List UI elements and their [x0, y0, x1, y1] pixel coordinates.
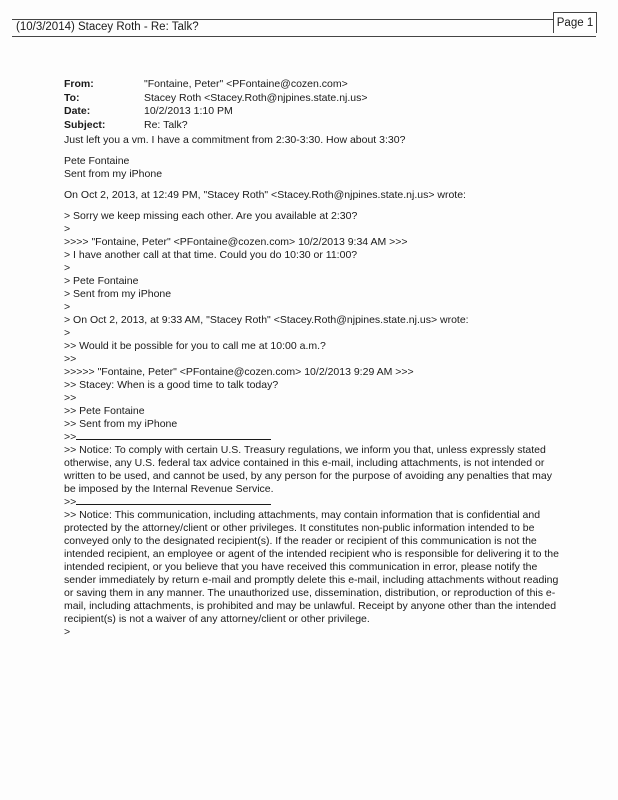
tax-notice: >> Notice: To comply with certain U.S. Treasury regulations, we inform you that, unless expressly stated otherwise, any U.S. federal tax advice contained in this e-mail, including attachments, is not intended or written to be used, and cannot be used, by any person for the purpose of avoiding any penalties that may be imposed by the Internal Revenue Service.	[64, 444, 552, 495]
subject-value: Re: Talk?	[144, 118, 188, 131]
date-value: 10/2/2013 1:10 PM	[144, 105, 233, 117]
quoted-line: >>>>> "Fontaine, Peter" <PFontaine@cozen.com> 10/2/2013 9:29 AM >>>	[64, 366, 414, 378]
quoted-line: >> Would it be possible for you to call me at 10:00 a.m.?	[64, 340, 326, 352]
quoted-line: > I have another call at that time. Could you do 10:30 or 11:00?	[64, 249, 358, 261]
email-body	[64, 134, 584, 639]
quoted-line	[64, 431, 584, 444]
to-value: Stacey Roth <Stacey.Roth@njpines.state.nj.us>	[144, 91, 368, 104]
quoted-line: >> Stacey: When is a good time to talk today?	[64, 379, 279, 391]
to-row	[64, 92, 368, 106]
separator-rule	[76, 431, 271, 440]
body-line: Just left you a vm. I have a commitment from 2:30-3:30. How about 3:30?	[64, 134, 406, 146]
date-row	[64, 105, 368, 119]
quoted-line: >>	[64, 392, 77, 404]
signature-device: Sent from my iPhone	[64, 168, 163, 180]
quoted-line: >	[64, 223, 71, 235]
quoted-line: > On Oct 2, 2013, at 9:33 AM, "Stacey Roth" <Stacey.Roth@njpines.state.nj.us> wrote:	[64, 314, 469, 326]
quoted-line: >	[64, 262, 71, 274]
quoted-line	[64, 496, 584, 509]
quote-marker: >>	[64, 496, 77, 508]
quoted-line: >> Pete Fontaine	[64, 405, 145, 417]
quoted-line: > Sent from my iPhone	[64, 288, 172, 300]
subject-row	[64, 119, 368, 133]
date-label: Date:	[64, 105, 91, 117]
subject-label: Subject:	[64, 118, 106, 131]
email-header-block	[64, 78, 368, 132]
quoted-line: > Sorry we keep missing each other. Are you available at 2:30?	[64, 210, 358, 222]
quoted-line: >> Sent from my iPhone	[64, 418, 178, 430]
quote-marker: >>	[64, 431, 77, 443]
confidentiality-notice: >> Notice: This communication, including attachments, may contain information that is confidential and protected by the attorney/client or other privileges. It constitutes non-public information intended to be conveyed only to the designated recipient(s). If the reader or recipient of this communication is not the intended recipient, an employee or agent of the intended recipient who is responsible for delivering it to the intended recipient, or you believe that you have received this communication in error, please notify the sender immediately by return e-mail and promptly delete this e-mail, including attachments without reading or saving them in any manner. The unauthorized use, dissemination, distribution, or reproduction of this e-mail, including attachments, is prohibited and may be unlawful. Receipt by anyone other than the intended recipient(s) is not a waiver of any attorney/client or other privilege.	[64, 509, 559, 625]
quoted-line: >	[64, 626, 71, 638]
separator-rule	[76, 496, 271, 505]
quoted-line: >	[64, 327, 71, 339]
reply-header: On Oct 2, 2013, at 12:49 PM, "Stacey Roth" <Stacey.Roth@njpines.state.nj.us> wrote:	[64, 189, 466, 201]
from-label: From:	[64, 78, 94, 90]
quoted-line: >>>> "Fontaine, Peter" <PFontaine@cozen.com> 10/2/2013 9:34 AM >>>	[64, 236, 408, 248]
quoted-line: >>	[64, 353, 77, 365]
quoted-line: > Pete Fontaine	[64, 275, 139, 287]
header-title: (10/3/2014) Stacey Roth - Re: Talk?	[16, 21, 199, 33]
page-number: Page 1	[553, 12, 597, 33]
from-row	[64, 78, 368, 92]
signature-name: Pete Fontaine	[64, 155, 130, 167]
from-value: "Fontaine, Peter" <PFontaine@cozen.com>	[144, 78, 348, 90]
to-label: To:	[64, 91, 80, 104]
quoted-line: >	[64, 301, 71, 313]
